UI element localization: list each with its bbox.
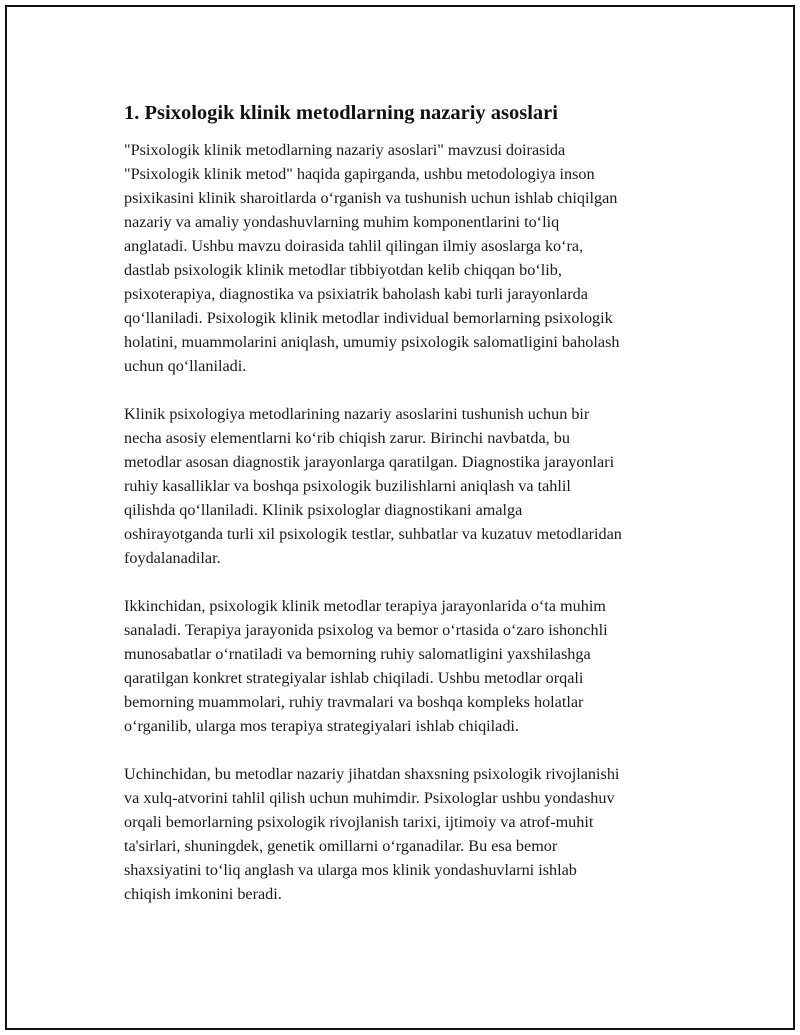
- text-line: Uchinchidan, bu metodlar nazariy jihatdan shaxsning psixologik rivojlanishi: [124, 765, 620, 783]
- text-line: va xulq-atvorini tahlil qilish uchun muhimdir. Psixologlar ushbu yondashuv: [124, 789, 615, 807]
- paragraph-1: [124, 138, 696, 378]
- text-line: necha asosiy elementlarni ko‘rib chiqish zarur. Birinchi navbatda, bu: [124, 429, 570, 447]
- page-frame: [5, 5, 795, 1030]
- text-line: Klinik psixologiya metodlarining nazariy asoslarini tushunish uchun bir: [124, 405, 590, 423]
- text-line: sanaladi. Terapiya jarayonida psixolog va bemor o‘rtasida o‘zaro ishonchli: [124, 621, 608, 639]
- text-line: qo‘llaniladi. Psixologik klinik metodlar individual bemorlarning psixologik: [124, 309, 613, 327]
- text-line: ruhiy kasalliklar va boshqa psixologik buzilishlarni aniqlash va tahlil: [124, 477, 571, 495]
- text-line: ta'sirlari, shuningdek, genetik omillarni o‘rganadilar. Bu esa bemor: [124, 837, 558, 855]
- text-line: anglatadi. Ushbu mavzu doirasida tahlil qilingan ilmiy asoslarga ko‘ra,: [124, 237, 584, 255]
- text-line: shaxsiyatini to‘liq anglash va ularga mos klinik yondashuvlarni ishlab: [124, 861, 577, 879]
- paragraph-4: [124, 762, 696, 906]
- text-line: bemorning muammolari, ruhiy travmalari va boshqa kompleks holatlar: [124, 693, 584, 711]
- text-line: foydalanadilar.: [124, 549, 221, 567]
- text-line: metodlar asosan diagnostik jarayonlarga qaratilgan. Diagnostika jarayonlari: [124, 453, 615, 471]
- text-line: "Psixologik klinik metod" haqida gapirganda, ushbu metodologiya inson: [124, 165, 595, 183]
- text-line: oshirayotganda turli xil psixologik testlar, suhbatlar va kuzatuv metodlaridan: [124, 525, 622, 543]
- section-heading: 1. Psixologik klinik metodlarning nazariy asoslari: [124, 102, 558, 124]
- text-line: psixikasini klinik sharoitlarda o‘rganish va tushunish uchun ishlab chiqilgan: [124, 189, 618, 207]
- text-line: "Psixologik klinik metodlarning nazariy asoslari" mavzusi doirasida: [124, 141, 566, 159]
- text-line: uchun qo‘llaniladi.: [124, 357, 247, 375]
- text-line: o‘rganilib, ularga mos terapiya strategiyalari ishlab chiqiladi.: [124, 717, 519, 735]
- document-body: [124, 100, 696, 930]
- text-line: holatini, muammolarini aniqlash, umumiy psixologik salomatligini baholash: [124, 333, 620, 351]
- text-line: nazariy va amaliy yondashuvlarning muhim komponentlarini to‘liq: [124, 213, 560, 231]
- paragraph-3: [124, 594, 696, 738]
- text-line: qaratilgan konkret strategiyalar ishlab chiqiladi. Ushbu metodlar orqali: [124, 669, 584, 687]
- text-line: dastlab psixologik klinik metodlar tibbiyotdan kelib chiqqan bo‘lib,: [124, 261, 562, 279]
- text-line: chiqish imkonini beradi.: [124, 885, 282, 903]
- text-line: qilishda qo‘llaniladi. Klinik psixologlar diagnostikani amalga: [124, 501, 523, 519]
- text-line: orqali bemorlarning psixologik rivojlanish tarixi, ijtimoiy va atrof-muhit: [124, 813, 594, 831]
- text-line: munosabatlar o‘rnatiladi va bemorning ruhiy salomatligini yaxshilashga: [124, 645, 591, 663]
- text-line: psixoterapiya, diagnostika va psixiatrik baholash kabi turli jarayonlarda: [124, 285, 588, 303]
- text-line: Ikkinchidan, psixologik klinik metodlar terapiya jarayonlarida o‘ta muhim: [124, 597, 606, 615]
- paragraph-2: [124, 402, 696, 570]
